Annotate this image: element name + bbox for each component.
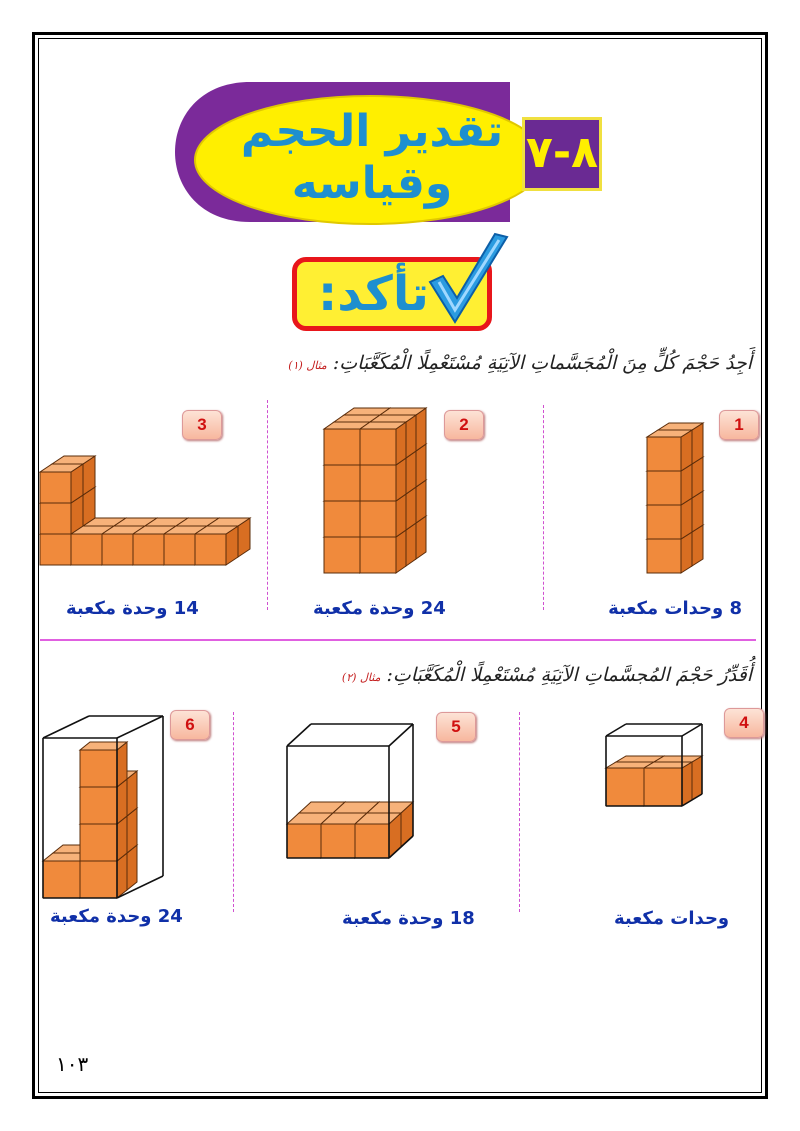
section1-example-ref: مثال (١) bbox=[288, 359, 327, 372]
item-6-badge: 6 bbox=[170, 710, 210, 740]
section-separator bbox=[40, 639, 756, 641]
section2-divider-right bbox=[519, 712, 520, 912]
section1-divider-right bbox=[543, 405, 544, 610]
check-banner-text: تأكد: bbox=[318, 266, 429, 322]
item-1-badge: 1 bbox=[719, 410, 759, 440]
item-4-caption: وحدات مكعبة bbox=[614, 908, 730, 929]
item-4-badge: 4 bbox=[724, 708, 764, 738]
item-5-caption: 18 وحدة مكعبة bbox=[342, 908, 475, 929]
section1-instruction-text: أَجِدُ حَجْمَ كُلٍّ مِنَ الْمُجَسَّماتِ الآتِيَةِ مُسْتَعْمِلًا الْمُكَعَّبَاتِ: bbox=[332, 352, 752, 374]
item-3-badge: 3 bbox=[182, 410, 222, 440]
section2-instruction bbox=[342, 664, 752, 686]
section2-example-ref: مثال (٢) bbox=[341, 671, 381, 684]
section2-instruction-text: أُقَدِّرُ حَجْمَ المُجسَّماتِ الآتِيَةِ مُسْتَعْمِلًا الْمُكَعَّبَاتِ: bbox=[386, 664, 752, 686]
item-5-badge: 5 bbox=[436, 712, 476, 742]
checkmark-icon bbox=[425, 232, 515, 332]
section2-divider-left bbox=[233, 712, 234, 912]
item-2-caption: 24 وحدة مكعبة bbox=[313, 598, 446, 619]
item-1-caption: 8 وحدات مكعبة bbox=[608, 598, 742, 619]
item-3-caption: 14 وحدة مكعبة bbox=[66, 598, 199, 619]
item-2-badge: 2 bbox=[444, 410, 484, 440]
section1-instruction bbox=[288, 352, 752, 374]
lesson-number: ٨-٧ bbox=[522, 117, 602, 191]
section1-divider-left bbox=[267, 400, 268, 610]
lesson-title-line1: تقدير الحجم bbox=[240, 106, 504, 157]
page-number: ١٠٣ bbox=[56, 1052, 89, 1076]
item-6-caption: 24 وحدة مكعبة bbox=[50, 906, 183, 927]
lesson-title-line2: وقياسه bbox=[291, 158, 453, 209]
